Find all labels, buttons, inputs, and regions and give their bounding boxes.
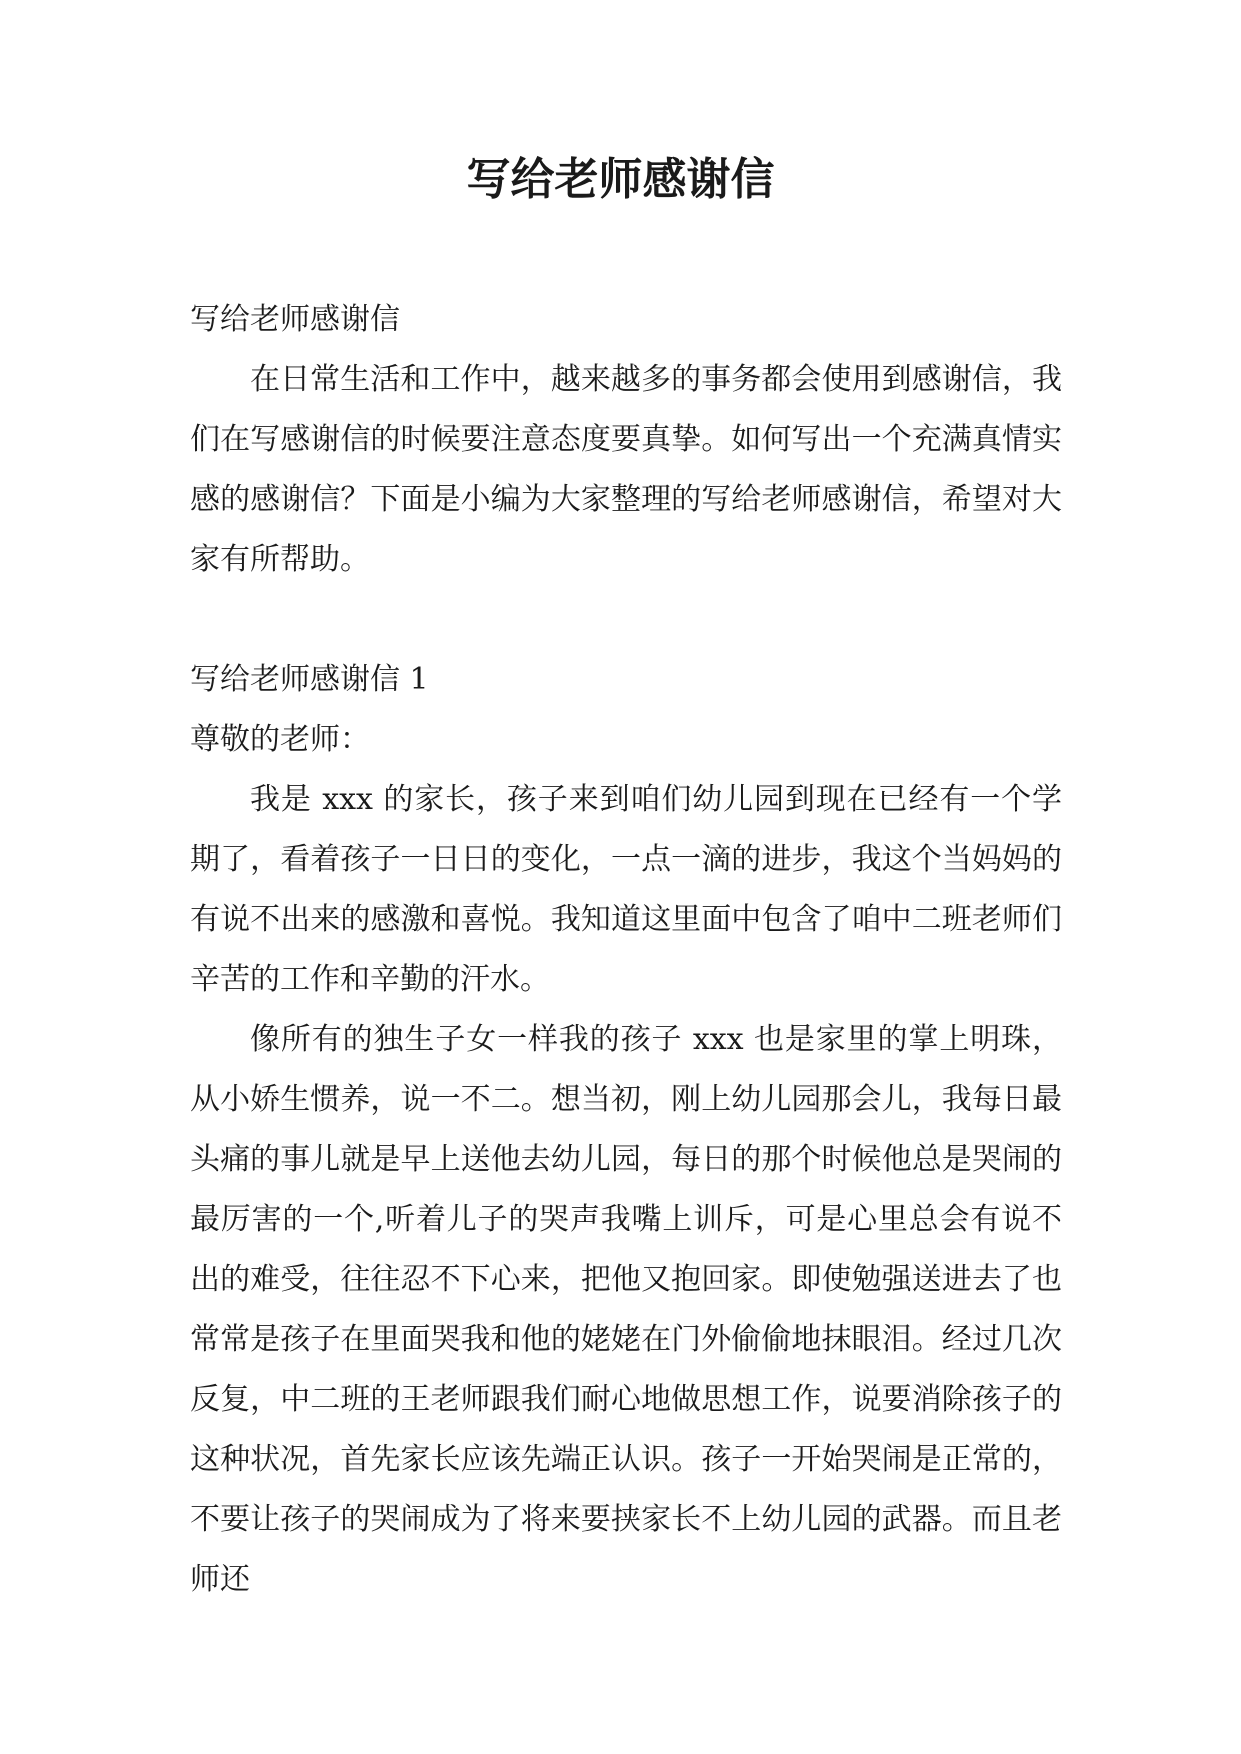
intro-paragraph: 在日常生活和工作中，越来越多的事务都会使用到感谢信，我们在写感谢信的时候要注意态度要真挚。如何写出一个充满真情实感的感谢信？下面是小编为大家整理的写给老师感谢信，希望对大家有所帮助。 (190, 362, 1062, 577)
body-paragraph: 我是 xxx 的家长，孩子来到咱们幼儿园到现在已经有一个学期了，看着孩子一日日的变化，一点一滴的进步，我这个当妈妈的有说不出来的感激和喜悦。我知道这里面中包含了咱中二班老师们辛苦的工作和辛勤的汗水。 (190, 782, 1062, 997)
section-spacer (190, 590, 1062, 650)
section-heading: 写给老师感谢信 1 (190, 662, 429, 697)
salutation: 尊敬的老师： (190, 722, 370, 757)
body-paragraph: 像所有的独生子女一样我的孩子 xxx 也是家里的掌上明珠，从小娇生惯养，说一不二。想当初，刚上幼儿园那会儿，我每日最头痛的事儿就是早上送他去幼儿园，每日的那个时候他总是哭闹的最厉害的一个,听着儿子的哭声我嘴上训斥，可是心里总会有说不出的难受，往往忍不下心来，把他又抱回家。即使勉强送进去了也常常是孩子在里面哭我和他的姥姥在门外偷偷地抹眼泪。经过几次反复，中二班的王老师跟我们耐心地做思想工作，说要消除孩子的这种状况，首先家长应该先端正认识。孩子一开始哭闹是正常的，不要让孩子的哭闹成为了将来要挟家长不上幼儿园的武器。而且老师还 (190, 1022, 1062, 1597)
document-title: 写给老师感谢信 (466, 154, 775, 205)
intro-heading: 写给老师感谢信 (190, 302, 400, 337)
document-body (190, 290, 1062, 1610)
